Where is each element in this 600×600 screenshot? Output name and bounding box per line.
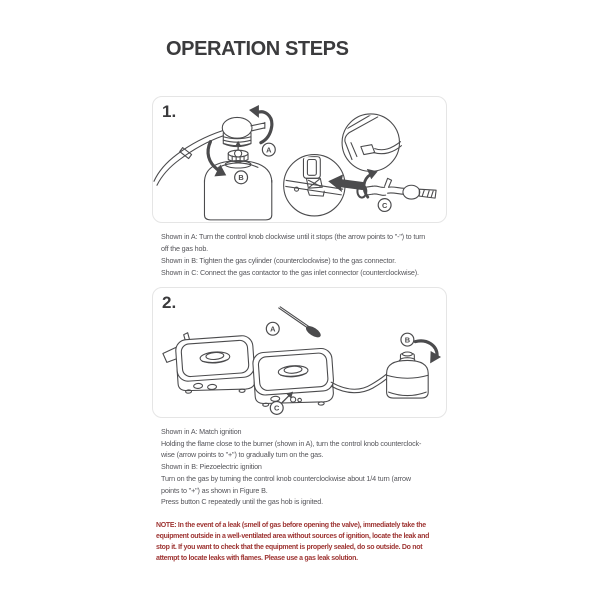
gas-cylinder [204,160,271,219]
stove-corner-detail-circle [340,112,402,171]
instruction-line: Turn on the gas by turning the control knob counterclockwise about 1/4 turn (arrow [161,473,411,483]
gas-canister [387,352,429,398]
callout-c [378,199,391,212]
step2-number: 2. [162,293,177,312]
svg-text:A: A [266,145,272,155]
note-line: attempt to locate leaks with flames. Please use a gas leak solution. [156,555,358,562]
instruction-line: Shown in A: Match ignition [161,427,242,436]
callout-a [262,143,275,156]
instruction-line: Holding the flame close to the burner (shown in A), turn the control knob counterclock- [161,438,422,448]
gas-hose [154,131,223,185]
step2-illustration [153,288,446,417]
left-burner [175,335,256,397]
instruction-line: Shown in B: Tighten the gas cylinder (counterclockwise) to the gas connector. [161,256,396,266]
gas-inlet-detail-circle [284,155,365,216]
svg-text:C: C [381,200,388,210]
gas-connector-knob [222,117,265,146]
instruction-line: Shown in C: Connect the gas contactor to the gas inlet connector (counterclockwise). [161,268,419,278]
step1-illustration [153,97,446,222]
safety-note [156,520,448,564]
callout-b [235,171,248,184]
callout-b [401,333,414,346]
instruction-line: Press button C repeatedly until the gas hob is ignited. [161,497,323,507]
note-line: equipment outside in a well-ventilated area without sources of ignition, locate the leak and [156,533,430,540]
instruction-line: off the gas hob. [161,244,209,254]
svg-text:B: B [404,335,411,345]
note-line: NOTE: In the event of a leak (smell of gas before opening the valve), immediately take the [156,522,426,529]
page-title: OPERATION STEPS [166,38,349,60]
right-burner [252,348,335,410]
match-icon [279,307,323,340]
step2-figure [152,287,447,418]
gas-contactor [357,178,436,199]
pointer-arrow-icon [328,174,365,192]
counterclockwise-arrow-c-icon [364,169,378,197]
step1-instructions [161,231,443,279]
note-line: stop it. If you want to check that the equipment is properly sealed, do so outside. Do not [156,544,423,551]
step1-number: 1. [162,102,177,121]
instruction-line: Shown in A: Turn the control knob clockwise until it stops (the arrow points to "-") to turn [161,232,426,241]
clockwise-arrow-b-icon [415,341,441,363]
step2-instructions [161,426,443,508]
callout-a [266,322,279,335]
step1-figure [152,96,447,223]
svg-text:C: C [274,403,280,413]
svg-text:B: B [238,173,244,183]
instruction-line: wise (arrow points to "+") to gradually turn on the gas. [161,450,324,460]
svg-text:A: A [270,324,276,334]
instruction-line: points to "+") as shown in Figure B. [161,485,268,495]
counterclockwise-arrow-b-icon [208,142,226,177]
instruction-line: Shown in B: Piezoelectric ignition [161,462,262,472]
